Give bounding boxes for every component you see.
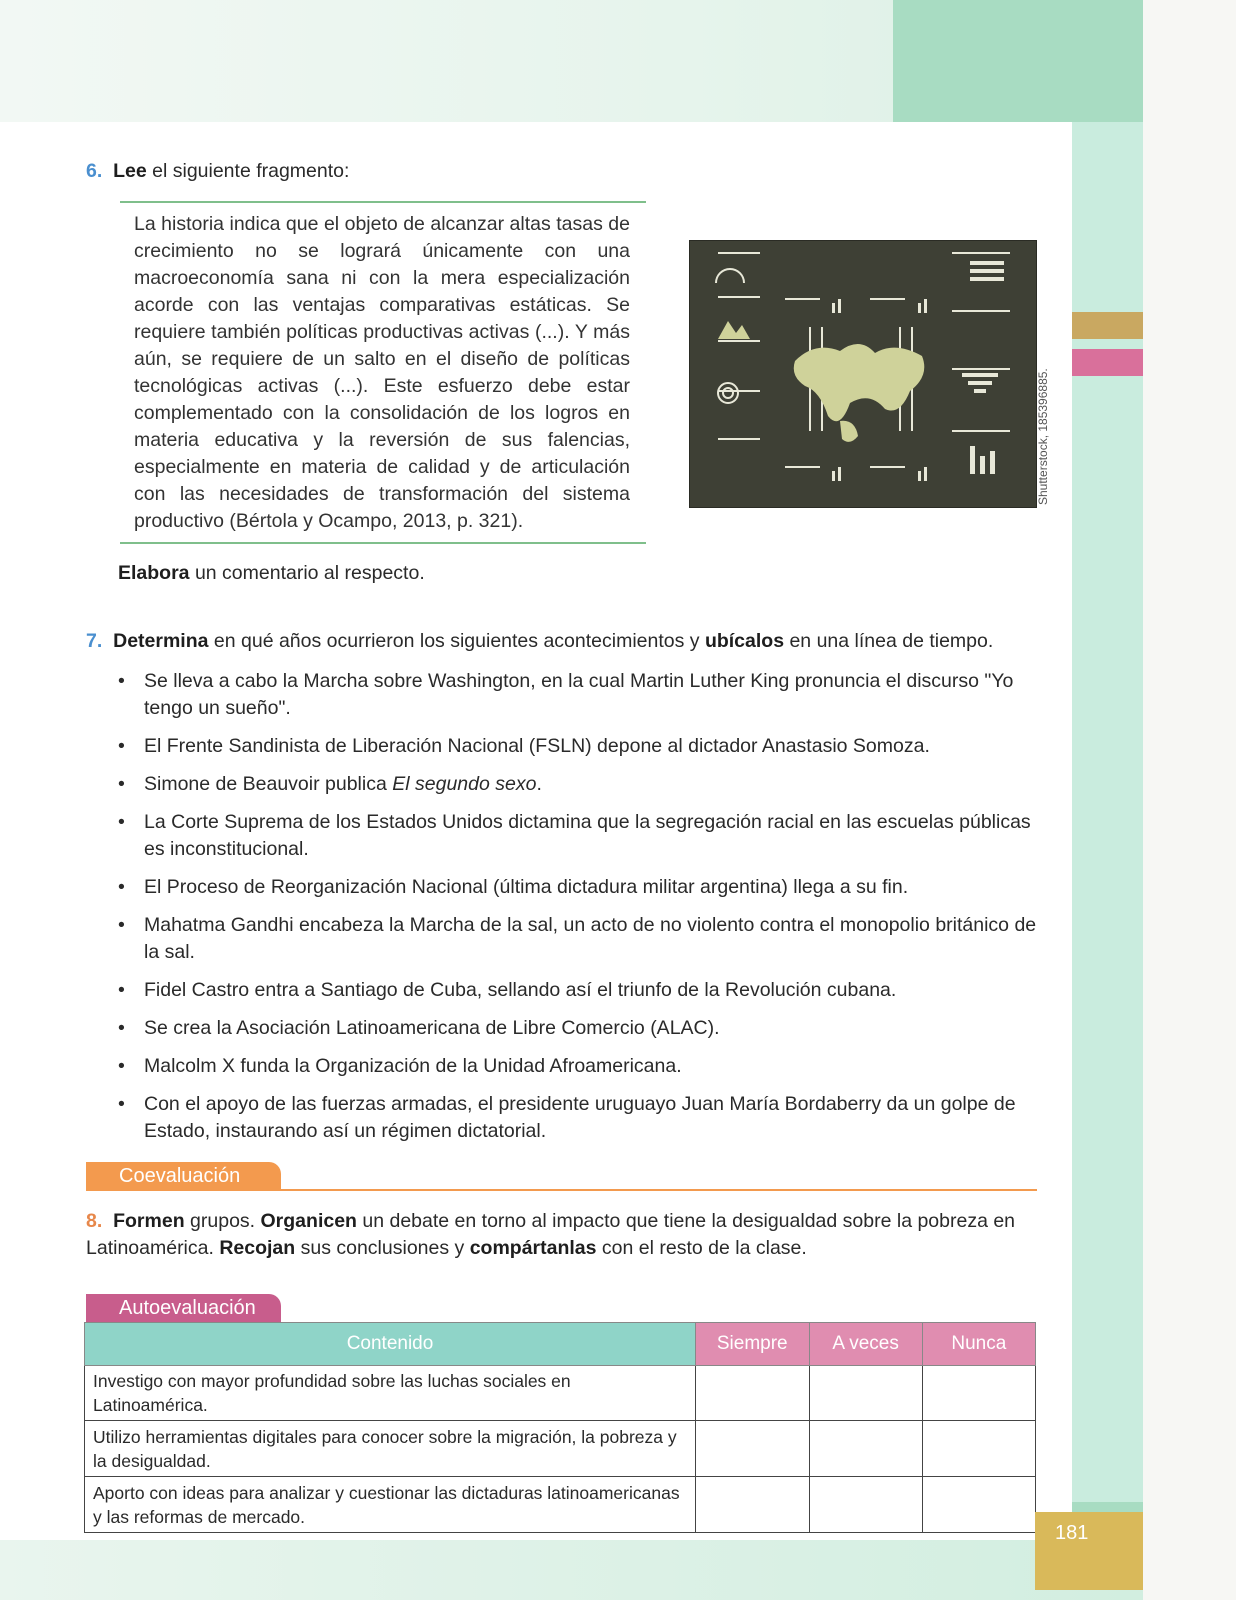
task-verb: Elabora xyxy=(118,562,190,584)
event-text: Se lleva a cabo la Marcha sobre Washington, en la cual Martin Luther King pronuncia el discurso "Yo tengo un sueño". xyxy=(144,670,1014,719)
instruction-verb: ubícalos xyxy=(704,630,785,652)
book-title: El segundo sexo xyxy=(392,773,537,795)
instruction-verb: Formen xyxy=(113,1210,185,1232)
side-tab-gold xyxy=(1072,312,1143,339)
event-text: El Frente Sandinista de Liberación Nacional (FSLN) depone al dictador Anastasio Somoza. xyxy=(144,735,930,757)
event-text: . xyxy=(536,773,542,795)
checkbox-cell-siempre[interactable] xyxy=(696,1477,809,1533)
list-item xyxy=(118,912,1038,966)
question-8-prompt xyxy=(86,1208,1046,1262)
event-text: Malcolm X funda la Organización de la Unidad Afroamericana. xyxy=(144,1055,682,1077)
table-row xyxy=(85,1366,1036,1421)
coevaluation-banner: Coevaluación xyxy=(86,1162,281,1190)
instruction-verb: Determina xyxy=(113,630,209,652)
list-item xyxy=(118,1015,1038,1042)
header-contenido: Contenido xyxy=(85,1323,696,1366)
row-content: Investigo con mayor profundidad sobre las luchas sociales en Latinoamérica. xyxy=(85,1366,696,1421)
instruction-verb: Lee xyxy=(113,160,147,182)
events-list xyxy=(118,668,1038,1156)
checkbox-cell-siempre[interactable] xyxy=(696,1421,809,1477)
question-text: sus conclusiones y xyxy=(295,1237,470,1259)
image-credit: Shutterstock, 185396885. xyxy=(1036,368,1050,505)
infographic-image xyxy=(690,241,1036,507)
question-number: 7. xyxy=(86,630,103,652)
checkbox-cell-a-veces[interactable] xyxy=(809,1366,922,1421)
quote-top-rule xyxy=(120,201,646,203)
header-a-veces: A veces xyxy=(809,1323,922,1366)
row-content: Aporto con ideas para analizar y cuestionar las dictaduras latinoamericanas y las reformas de mercado. xyxy=(85,1477,696,1533)
event-text: Fidel Castro entra a Santiago de Cuba, sellando así el triunfo de la Revolución cubana. xyxy=(144,979,897,1001)
checkbox-cell-nunca[interactable] xyxy=(922,1477,1035,1533)
table-row xyxy=(85,1477,1036,1533)
event-text: Se crea la Asociación Latinoamericana de Libre Comercio (ALAC). xyxy=(144,1017,720,1039)
instruction-verb: compártanlas xyxy=(469,1237,597,1259)
list-item xyxy=(118,1091,1038,1145)
question-text: en qué años ocurrieron los siguientes acontecimientos y xyxy=(208,630,705,652)
list-item xyxy=(118,977,1038,1004)
list-item xyxy=(118,809,1038,863)
question-text: en una línea de tiempo. xyxy=(784,630,994,652)
question-text: grupos. xyxy=(184,1210,261,1232)
question-6-prompt xyxy=(86,158,349,185)
question-text: con el resto de la clase. xyxy=(596,1237,807,1259)
event-text: Con el apoyo de las fuerzas armadas, el presidente uruguayo Juan María Bordaberry da un golpe de Estado, instaurando así un régimen dictatorial. xyxy=(144,1093,1016,1142)
page-edge xyxy=(1143,0,1236,1600)
autoevaluation-banner: Autoevaluación xyxy=(86,1294,281,1322)
quote-text: La historia indica que el objeto de alcanzar altas tasas de crecimiento no se logrará únicamente con una macroeconomía sana ni con la mera especialización acorde con las ventajas comparativas estáticas. Se requiere también políticas productivas activas (...). Y más aún, se requiere de un salto en el diseño de políticas tecnológicas activas (...). Este esfuerzo debe estar complementado con la consolidación de los logros en materia educativa y la reversión de sus falencias, especialmente en materia de calidad y de articulación con las necesidades de transformación del sistema productivo (Bértola y Ocampo, 2013, p. 321). xyxy=(134,213,630,532)
question-7-prompt xyxy=(86,628,1046,655)
list-item xyxy=(118,668,1038,722)
page-number: 181 xyxy=(1035,1512,1143,1590)
task-text: un comentario al respecto. xyxy=(189,562,425,584)
side-tab-pink xyxy=(1072,349,1143,376)
row-content: Utilizo herramientas digitales para conocer sobre la migración, la pobreza y la desigualdad. xyxy=(85,1421,696,1477)
list-item xyxy=(118,1053,1038,1080)
world-map-infographic xyxy=(689,240,1037,508)
list-item xyxy=(118,733,1038,760)
checkbox-cell-siempre[interactable] xyxy=(696,1366,809,1421)
checkbox-cell-nunca[interactable] xyxy=(922,1366,1035,1421)
question-number: 8. xyxy=(86,1210,103,1232)
instruction-verb: Organicen xyxy=(260,1210,357,1232)
question-text: un debate en torno al impacto que tiene la desigualdad sobre la pobreza en Latinoamérica. xyxy=(86,1210,1016,1259)
table-header-row xyxy=(85,1323,1036,1366)
table-row xyxy=(85,1421,1036,1477)
checkbox-cell-a-veces[interactable] xyxy=(809,1421,922,1477)
coevaluation-rule xyxy=(86,1189,1037,1191)
event-text: La Corte Suprema de los Estados Unidos dictamina que la segregación racial en las escuelas públicas es inconstitucional. xyxy=(144,811,1031,860)
bottom-background xyxy=(0,1540,1143,1600)
list-item xyxy=(118,771,1038,798)
event-text: El Proceso de Reorganización Nacional (última dictadura militar argentina) llega a su fin. xyxy=(144,876,909,898)
quote-bottom-rule xyxy=(120,542,646,544)
checkbox-cell-nunca[interactable] xyxy=(922,1421,1035,1477)
event-text: Simone de Beauvoir publica xyxy=(144,773,393,795)
question-text: el siguiente fragmento: xyxy=(146,160,350,182)
header-siempre: Siempre xyxy=(696,1323,809,1366)
question-number: 6. xyxy=(86,160,103,182)
checkbox-cell-a-veces[interactable] xyxy=(809,1477,922,1533)
autoevaluation-table xyxy=(84,1322,1036,1533)
header-nunca: Nunca xyxy=(922,1323,1035,1366)
list-item xyxy=(118,874,1038,901)
question-6-task xyxy=(118,560,425,587)
event-text: Mahatma Gandhi encabeza la Marcha de la sal, un acto de no violento contra el monopolio británico de la sal. xyxy=(144,914,1037,963)
instruction-verb: Recojan xyxy=(219,1237,296,1259)
